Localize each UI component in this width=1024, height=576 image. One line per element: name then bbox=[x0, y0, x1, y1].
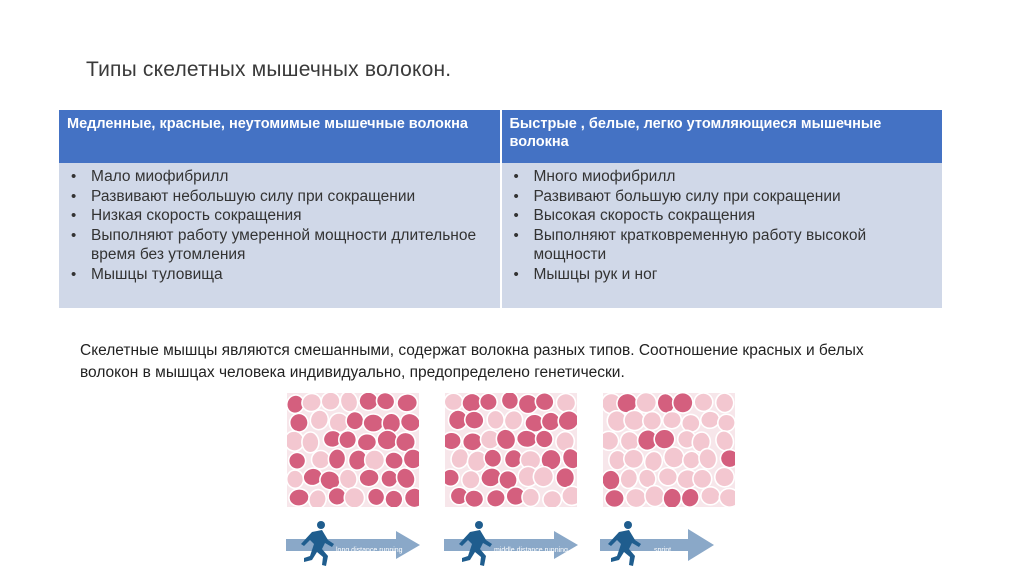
arrow-label: middle distance running bbox=[494, 547, 568, 554]
slow-fiber-item: • Низкая скорость сокращения bbox=[67, 206, 492, 226]
fast-fiber-item: • Мышцы рук и ног bbox=[510, 265, 935, 285]
arrow-shape bbox=[286, 531, 420, 559]
muscle-fiber-cell bbox=[287, 470, 304, 489]
muscle-fiber-cell bbox=[302, 432, 319, 453]
muscle-fiber-cell bbox=[365, 450, 385, 470]
slow-fibers-cell bbox=[59, 163, 501, 308]
muscle-fiber-cell bbox=[380, 469, 398, 487]
muscle-fiber-cell bbox=[363, 414, 384, 433]
mixed-muscle-note: Скелетные мышцы являются смешанными, содержат волокна разных типов. Соотношение красных и белых волокон в мышцах человека индивидуально, предопределено генетически. bbox=[80, 342, 864, 381]
arrow-svg bbox=[598, 518, 718, 568]
muscle-fiber-cell bbox=[562, 486, 577, 505]
fast-fiber-item: • Много миофибрилл bbox=[510, 167, 935, 187]
muscle-fiber-cell bbox=[486, 410, 504, 430]
tissue-svg bbox=[287, 393, 419, 507]
tissue-svg bbox=[603, 393, 735, 507]
slow-fibers-header: Медленные, красные, неутомимые мышечные волокна bbox=[59, 110, 501, 163]
runner-icon bbox=[608, 521, 641, 566]
tissue-svg bbox=[445, 393, 577, 507]
fast-fiber-item: • Высокая скорость сокращения bbox=[510, 206, 935, 226]
muscle-fiber-cell bbox=[311, 450, 330, 469]
runner-icon bbox=[301, 521, 334, 566]
slow-fibers-list bbox=[67, 167, 492, 284]
muscle-fiber-cell bbox=[403, 449, 419, 470]
arrow-label: sprint bbox=[654, 547, 672, 554]
fast-fiber-item: • Выполняют кратковременную работу высокой мощности bbox=[510, 226, 935, 265]
fast-fiber-item: • Развивают большую силу при сокращении bbox=[510, 187, 935, 207]
arrow-shape bbox=[444, 531, 578, 559]
runner-icon bbox=[459, 521, 492, 566]
arrow-svg bbox=[442, 518, 582, 568]
slow-fiber-item: • Развивают небольшую силу при сокращении bbox=[67, 187, 492, 207]
arrow-svg bbox=[284, 518, 424, 568]
running-arrow-middle bbox=[442, 518, 582, 568]
fast-fibers-cell bbox=[501, 163, 943, 308]
slow-fiber-item: • Выполняют работу умеренной мощности длительное время без утомления bbox=[67, 226, 492, 265]
fast-fibers-list bbox=[510, 167, 935, 284]
muscle-fiber-cell bbox=[445, 393, 463, 411]
tissue-cross-section-middle bbox=[445, 393, 577, 507]
running-arrow-sprint bbox=[598, 518, 718, 568]
muscle-fiber-cell bbox=[555, 467, 575, 488]
fast-fibers-header: Быстрые , белые, легко утомляющиеся мышечные волокна bbox=[501, 110, 943, 163]
muscle-fiber-cell bbox=[522, 488, 539, 506]
muscle-fiber-cell bbox=[604, 489, 625, 507]
slow-fiber-item: • Мало миофибрилл bbox=[67, 167, 492, 187]
fiber-types-table bbox=[59, 110, 942, 308]
tissue-cross-section-long bbox=[287, 393, 419, 507]
tissue-cross-section-sprint bbox=[603, 393, 735, 507]
slide-title: Типы скелетных мышечных волокон. bbox=[86, 58, 452, 81]
slow-fiber-item: • Мышцы туловища bbox=[67, 265, 492, 285]
arrow-label: long distance running bbox=[336, 547, 403, 554]
muscle-fiber-cell bbox=[693, 469, 712, 489]
running-arrow-long bbox=[284, 518, 424, 568]
muscle-fiber-cell bbox=[701, 487, 720, 505]
